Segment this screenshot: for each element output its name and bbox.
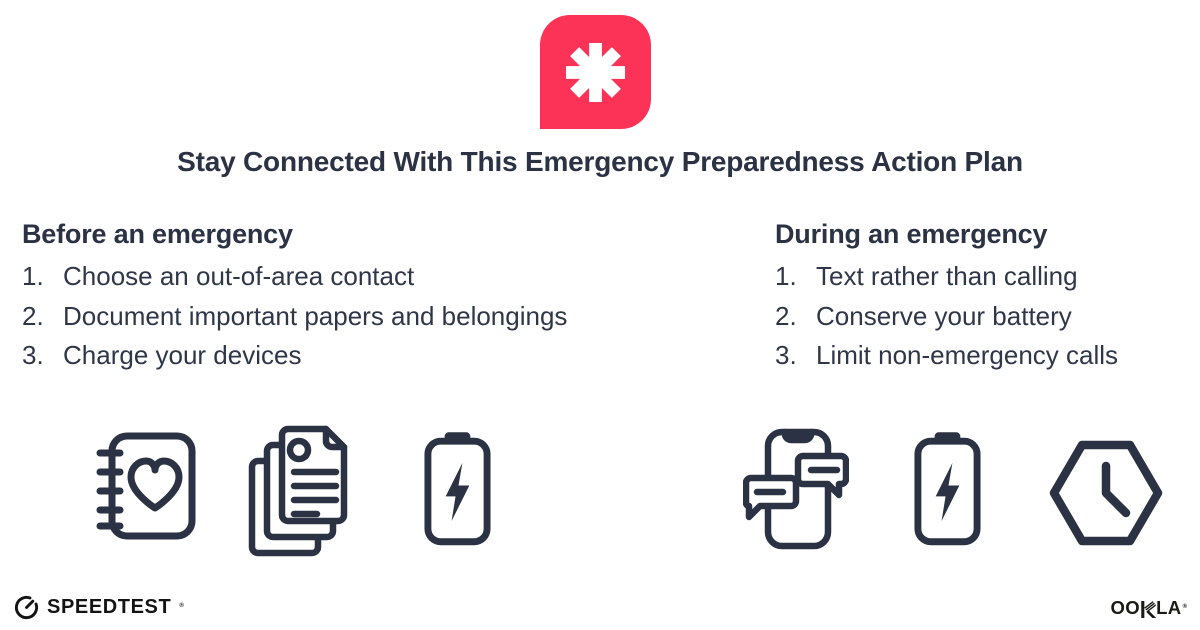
list-item: Limit non-emergency calls — [816, 340, 1119, 370]
speedtest-wordmark: SPEEDTEST — [47, 595, 172, 618]
clock-hexagon-icon — [1048, 437, 1164, 549]
contact-notebook-heart-icon — [95, 430, 198, 542]
during-list — [775, 257, 1195, 376]
list-item: Document important papers and belongings — [63, 300, 568, 331]
medical-asterisk-icon — [564, 41, 627, 104]
emergency-badge — [540, 15, 651, 129]
important-documents-icon — [248, 425, 352, 557]
list-item: Choose an out-of-area contact — [63, 261, 415, 291]
during-heading: During an emergency — [775, 219, 1048, 249]
during-section — [775, 219, 1195, 376]
speedtest-logo — [13, 593, 183, 621]
ookla-wordmark-left: OO — [1110, 597, 1141, 618]
before-section — [22, 219, 732, 376]
speed-gauge-icon — [13, 594, 40, 621]
list-item: Charge your devices — [63, 340, 302, 370]
ookla-k-icon — [1140, 601, 1157, 618]
ookla-wordmark-right: LA — [1156, 597, 1182, 618]
list-item: Conserve your battery — [816, 300, 1072, 331]
registered-mark: ® — [179, 603, 184, 609]
registered-mark: ® — [1182, 604, 1187, 610]
phone-text-messages-icon — [743, 428, 849, 550]
before-heading: Before an emergency — [22, 219, 293, 249]
before-list — [22, 257, 732, 376]
ookla-logo — [1111, 597, 1186, 619]
battery-charge-icon — [912, 430, 983, 547]
battery-charge-icon — [422, 430, 493, 547]
list-item: Text rather than calling — [816, 261, 1078, 291]
page-title: Stay Connected With This Emergency Preparedness Action Plan — [177, 146, 1023, 177]
